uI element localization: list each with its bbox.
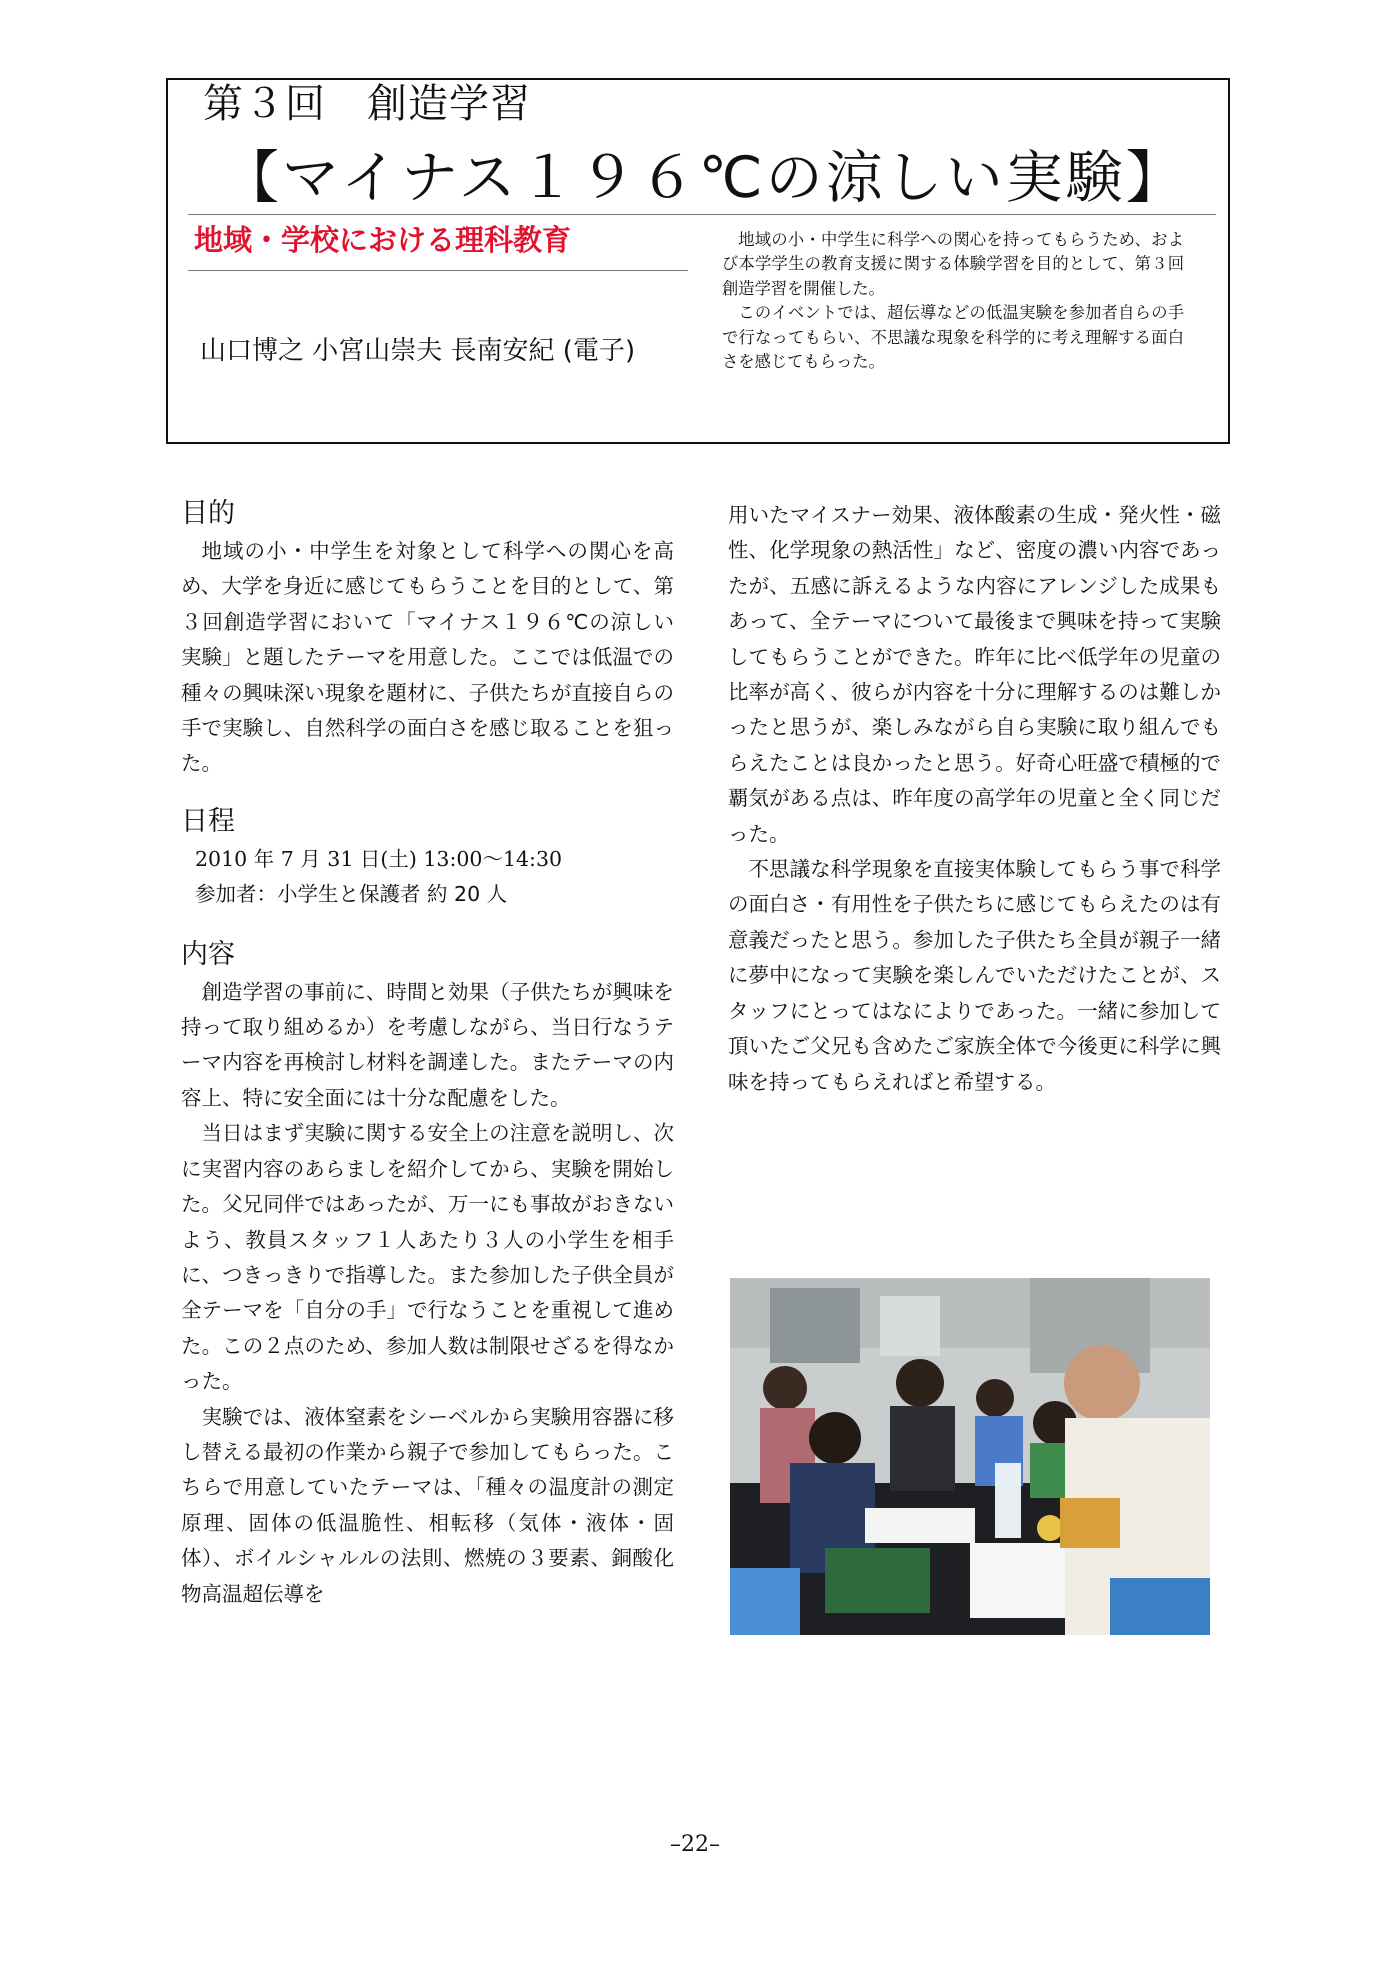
page-number: –22–: [670, 1832, 720, 1857]
event-photo-illustration: [730, 1278, 1210, 1635]
content-paragraph: 実験では、液体窒素をシーベルから実験用容器に移し替える最初の作業から親子で参加してもらった。こちらで用意していたテーマは、「種々の温度計の測定原理、固体の低温脆性、相転移（気体・液体・固体）、ボイルシャルルの法則、燃焼の３要素、銅酸化物高温超伝導を: [181, 1404, 674, 1606]
left-column: [181, 494, 674, 1612]
content-paragraph-continued: 不思議な科学現象を直接実体験してもらう事で科学の面白さ・有用性を子供たちに感じてもらえたのは有意義だったと思う。参加した子供たち全員が親子一緒に夢中になって実験を楽しんでいただけたことが、スタッフにとってはなによりであった。一緒に参加して頂いたご父兄も含めたご家族全体で今後更に科学に興味を持ってもらえればと希望する。: [728, 857, 1221, 1094]
subtitle-divider: [188, 270, 688, 271]
event-label: 第３回 創造学習: [203, 81, 531, 127]
section-heading-schedule: 日程: [181, 805, 235, 837]
schedule-date: 2010 年 7 月 31 日(土) 13:00～14:30: [195, 846, 563, 871]
authors: 山口博之 小宮山崇夫 長南安紀 (電子): [200, 336, 636, 366]
purpose-paragraph: 地域の小・中学生を対象として科学への関心を高め、大学を身近に感じてもらうことを目的として、第３回創造学習において「マイナス１９６℃の涼しい実験」と題したテーマを用意した。ここでは低温での種々の興味深い現象を題材に、子供たちが直接自らの手で実験し、自然科学の面白さを感じ取ることを狙った。: [181, 539, 674, 776]
section-heading-content: 内容: [181, 938, 235, 970]
title-divider: [188, 214, 1216, 215]
right-column: [728, 498, 1221, 1100]
event-photo: [730, 1278, 1210, 1635]
abstract-paragraph: 地域の小・中学生に科学への関心を持ってもらうため、および本学学生の教育支援に関する体験学習を目的として、第３回創造学習を開催した。: [722, 230, 1184, 298]
subtitle: 地域・学校における理科教育: [194, 223, 572, 257]
abstract-paragraph: このイベントでは、超伝導などの低温実験を参加者自らの手で行なってもらい、不思議な現象を科学的に考え理解する面白さを感じてもらった。: [722, 303, 1184, 372]
schedule-block: [181, 842, 674, 913]
page-title: 【マイナス１９６℃の涼しい実験】: [222, 145, 1186, 211]
header-box: [166, 78, 1230, 444]
content-paragraph: 当日はまず実験に関する安全上の注意を説明し、次に実習内容のあらましを紹介してから、実験を開始した。父兄同伴ではあったが、万一にも事故がおきないよう、教員スタッフ１人あたり３人の小学生を相手に、つきっきりで指導した。また参加した子供全員が全テーマを「自分の手」で行なうことを重視して進めた。この２点のため、参加人数は制限せざるを得なかった。: [181, 1121, 674, 1394]
content-paragraph: 創造学習の事前に、時間と効果（子供たちが興味を持って取り組めるか）を考慮しながら、当日行なうテーマ内容を再検討し材料を調達した。またテーマの内容上、特に安全面には十分な配慮をした。: [181, 979, 674, 1110]
content-paragraph-continued: 用いたマイスナー効果、液体酸素の生成・発火性・磁性、化学現象の熱活性」など、密度の濃い内容であったが、五感に訴えるような内容にアレンジした成果もあって、全テーマについて最後まで興味を持って実験してもらうことができた。昨年に比べ低学年の児童の比率が高く、彼らが内容を十分に理解するのは難しかったと思うが、楽しみながら自ら実験に取り組んでもらえたことは良かったと思う。好奇心旺盛で積極的で覇気がある点は、昨年度の高学年の児童と全く同じだった。: [728, 503, 1221, 846]
section-heading-purpose: 目的: [181, 498, 235, 529]
abstract: [722, 228, 1184, 374]
schedule-participants: 参加者：小学生と保護者 約 20 人: [195, 882, 508, 907]
